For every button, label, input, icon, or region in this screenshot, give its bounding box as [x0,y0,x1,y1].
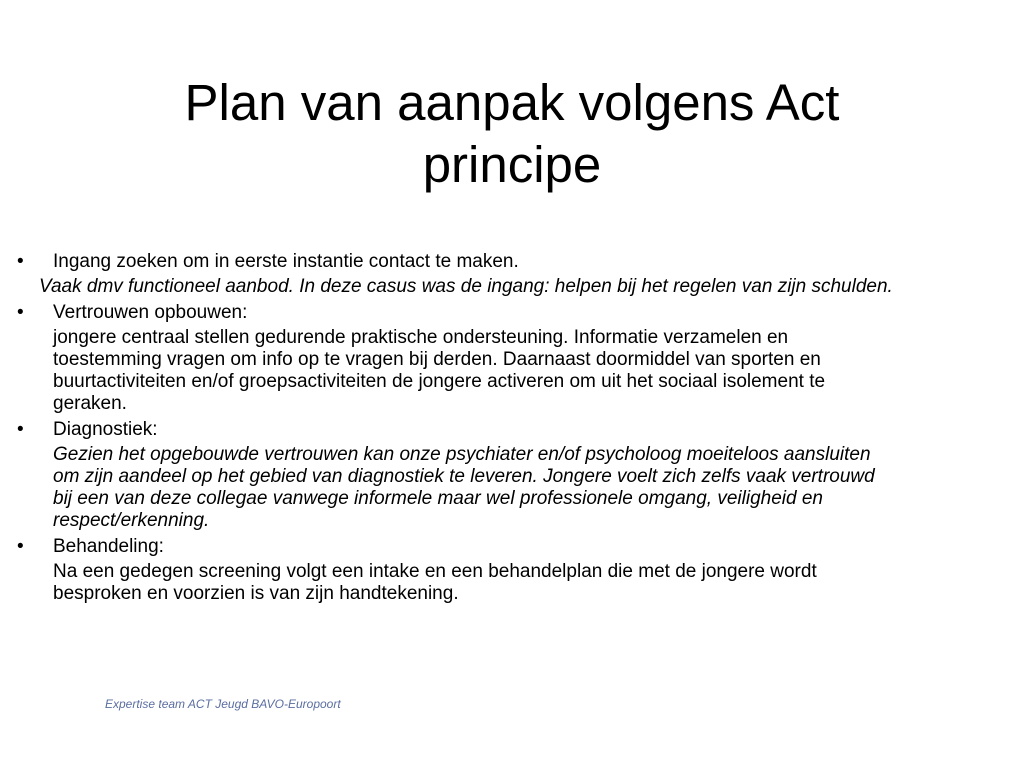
bullet-icon: • [17,251,24,272]
bullet-item-diagnostiek [17,419,897,441]
bullet-item-behandeling [17,536,897,558]
bullet-item-vertrouwen [17,302,897,324]
bullet-heading: Diagnostiek: [53,419,158,440]
slide-title-line-1: Plan van aanpak volgens Act [184,74,840,131]
bullet-text-behandeling: Na een gedegen screening volgt een intake en een behandelplan die met de jongere wordt besproken en voorzien is van zijn handtekening. [53,561,817,604]
slide-footer: Expertise team ACT Jeugd BAVO-Europoort [105,697,341,711]
bullet-icon: • [17,536,24,557]
slide-title-line-2: principe [422,136,602,193]
bullet-text-ingang: Vaak dmv functioneel aanbod. In deze casus was de ingang: helpen bij het regelen van zijn schulden. [39,276,893,297]
bullet-icon: • [17,419,24,440]
bullet-text-vertrouwen: jongere centraal stellen gedurende praktische ondersteuning. Informatie verzamelen en toestemming vragen om info op te vragen bij derden. Daarnaast doormiddel van sporten en buurtactiviteiten en/of groepsactiviteiten de jongere activeren om uit het sociaal isolement te geraken. [53,327,826,414]
bullet-heading: Ingang zoeken om in eerste instantie contact te maken. [53,251,519,272]
bullet-heading: Vertrouwen opbouwen: [53,302,248,323]
bullet-heading: Behandeling: [53,536,164,557]
bullet-item-ingang [17,251,897,273]
bullet-icon: • [17,302,24,323]
slide-title [60,72,964,196]
bullet-text-diagnostiek: Gezien het opgebouwde vertrouwen kan onze psychiater en/of psycholoog moeiteloos aansluiten om zijn aandeel op het gebied van diagnostiek te leveren. Jongere voelt zich zelfs vaak vertrouwd bij een van deze collegae vanwege informele maar wel professionele omgang, veiligheid en respect/erkenning. [53,444,875,531]
slide-body [17,251,897,609]
